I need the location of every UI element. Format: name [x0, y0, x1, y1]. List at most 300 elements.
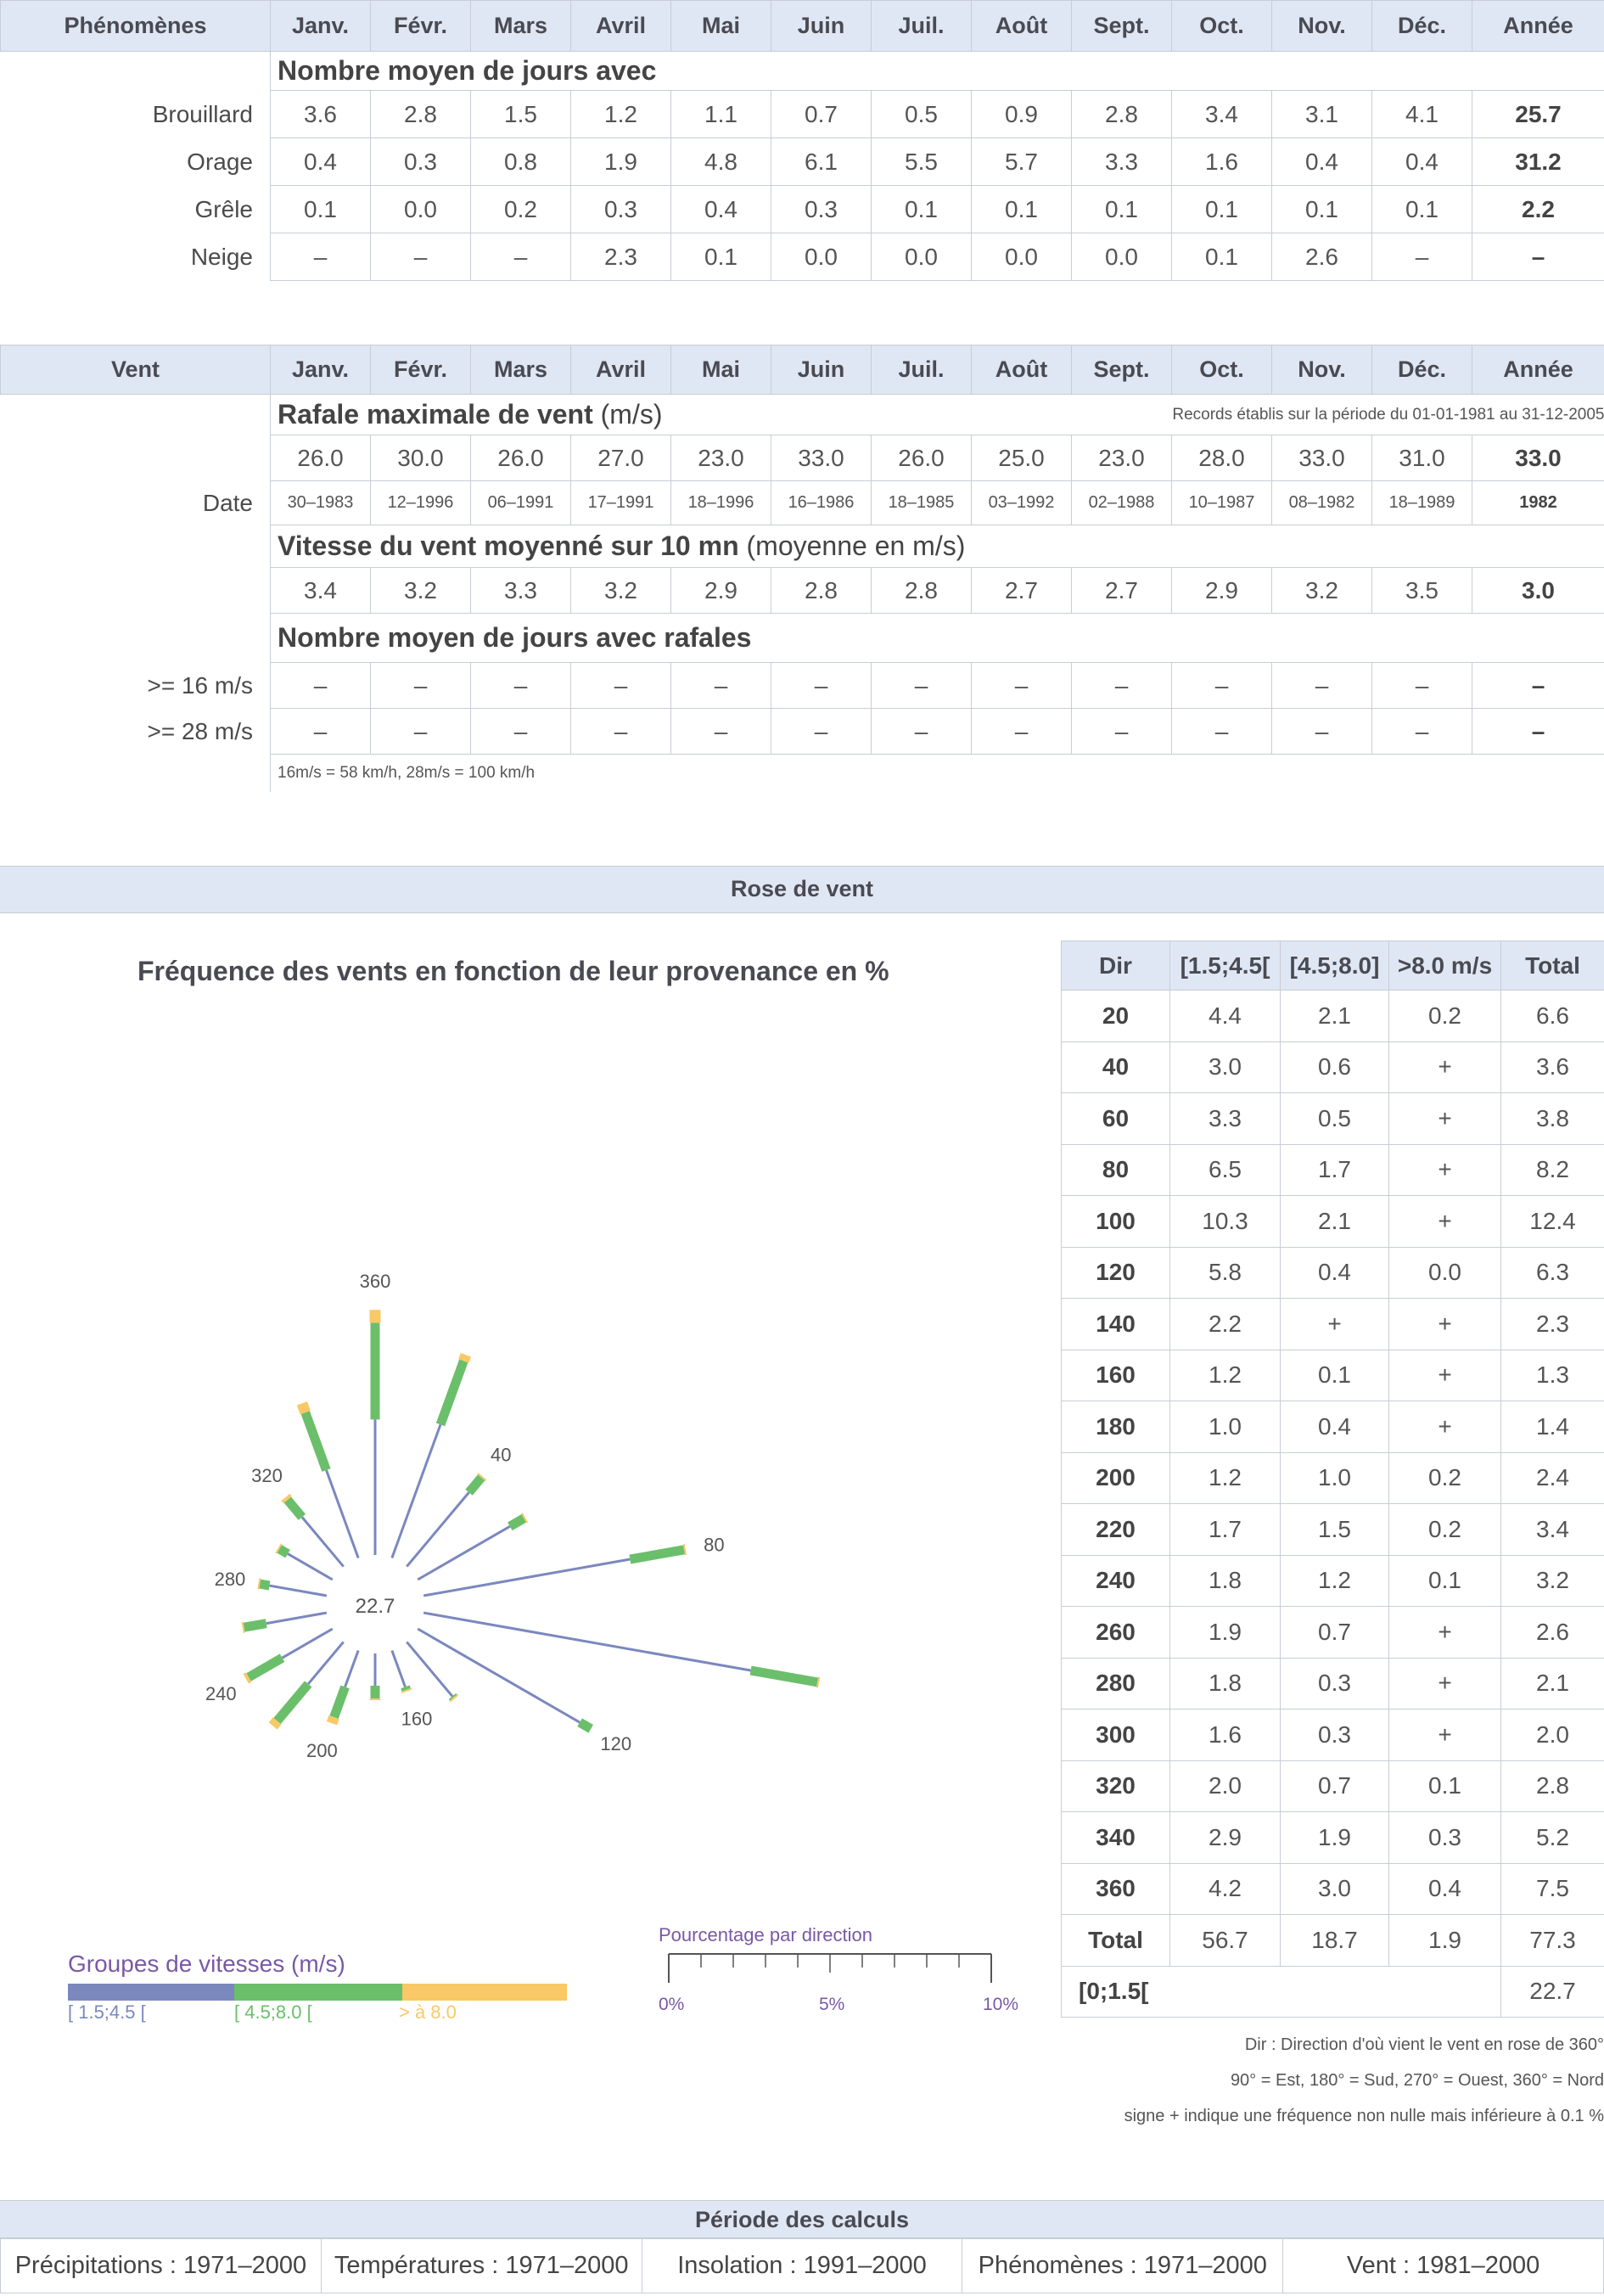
- cell: 1.0: [1170, 1401, 1281, 1453]
- cell: 2.1: [1281, 1196, 1389, 1248]
- col-header: [1.5;4.5[: [1170, 941, 1281, 991]
- rose-title: Fréquence des vents en fonction de leur provenance en %: [137, 956, 889, 986]
- year-cell: –: [1472, 663, 1604, 709]
- cell: 4.1: [1372, 91, 1472, 138]
- cell: –: [271, 663, 371, 709]
- wind-direction-row: [1062, 1144, 1604, 1196]
- calm-row: [1062, 1966, 1604, 2018]
- cell: 280: [1062, 1658, 1170, 1709]
- cell: 0.2: [1389, 1504, 1501, 1556]
- cell: [0;1.5[: [1062, 1966, 1501, 2018]
- rose-bar-mid: [405, 1687, 406, 1690]
- month-header: Août: [972, 1, 1072, 52]
- cell: 0.1: [1372, 186, 1472, 233]
- wind-direction-row: [1062, 1093, 1604, 1145]
- cell: 0.5: [872, 91, 972, 138]
- cell: 340: [1062, 1812, 1170, 1864]
- section-title: Nombre moyen de jours avec: [271, 52, 1604, 91]
- cell: 0.1: [972, 186, 1072, 233]
- month-header: Nov.: [1272, 345, 1372, 395]
- cell: 6.6: [1501, 991, 1604, 1042]
- cell: 16–1986: [771, 481, 872, 525]
- rose-bar-mid: [244, 1624, 266, 1628]
- section-title: [271, 525, 1604, 568]
- rose-bar-mid: [249, 1658, 282, 1677]
- rose-bar-low: [326, 1470, 358, 1558]
- cell: 33.0: [771, 435, 872, 481]
- month-header: Mai: [671, 1, 771, 52]
- rose-bar-low: [407, 1642, 452, 1696]
- periods-table: [0, 2237, 1604, 2293]
- cell: 3.8: [1501, 1093, 1604, 1145]
- cell: 0.8: [471, 138, 571, 186]
- cell: –: [471, 233, 571, 281]
- cell: 4.2: [1170, 1863, 1281, 1915]
- cell: Total: [1062, 1915, 1170, 1967]
- avg-row: [1, 568, 1604, 614]
- cell: 0.4: [271, 138, 371, 186]
- wind-rose-chart: [0, 1188, 1001, 1799]
- cell: +: [1389, 1401, 1501, 1453]
- cell: 5.2: [1501, 1812, 1604, 1864]
- cell: 0.0: [1072, 233, 1172, 281]
- direction-label: 280: [214, 1568, 246, 1590]
- wind-direction-row: [1062, 1555, 1604, 1607]
- wind-direction-row: [1062, 1709, 1604, 1761]
- cell: 0.1: [1072, 186, 1172, 233]
- cell: –: [1272, 709, 1372, 755]
- cell: 26.0: [271, 435, 371, 481]
- cell: +: [1389, 1041, 1501, 1093]
- wind-table: [0, 345, 1604, 792]
- col-header: >8.0 m/s: [1389, 941, 1501, 991]
- cell: 240: [1062, 1555, 1170, 1607]
- cell: 220: [1062, 1504, 1170, 1556]
- cell: 0.4: [671, 186, 771, 233]
- month-header: Févr.: [371, 345, 471, 395]
- cell: –: [571, 709, 671, 755]
- cell: 2.0: [1501, 1709, 1604, 1761]
- cell: 0.1: [1172, 233, 1272, 281]
- wind-direction-row: [1062, 1041, 1604, 1093]
- cell: 1.9: [1281, 1812, 1389, 1864]
- cell: 2.7: [1072, 568, 1172, 614]
- cell: +: [1389, 1658, 1501, 1709]
- cell: 08–1982: [1272, 481, 1372, 525]
- wind-direction-row: [1062, 1812, 1604, 1864]
- wind-direction-row: [1062, 1299, 1604, 1350]
- cell: –: [1172, 663, 1272, 709]
- cell: –: [1072, 709, 1172, 755]
- direction-note: 90° = Est, 180° = Sud, 270° = Ouest, 360° = Nord: [1230, 2071, 1604, 2090]
- gust-days-row: [1, 663, 1604, 709]
- cell: 1.2: [1170, 1350, 1281, 1401]
- year-cell: 2.2: [1472, 186, 1604, 233]
- cell: 27.0: [571, 435, 671, 481]
- cell: 0.4: [1281, 1401, 1389, 1453]
- rose-bar-mid: [334, 1687, 345, 1717]
- rose-bar-mid: [278, 1684, 309, 1721]
- year-cell: 1982: [1472, 481, 1604, 525]
- cell: 0.1: [1389, 1555, 1501, 1607]
- wind-direction-row: [1062, 1247, 1604, 1299]
- direction-label: 240: [205, 1682, 237, 1704]
- cell: 3.6: [271, 91, 371, 138]
- cell: 6.3: [1501, 1247, 1604, 1299]
- period-cell: Précipitations : 1971–2000: [1, 2238, 322, 2293]
- cell: +: [1389, 1709, 1501, 1761]
- cell: 320: [1062, 1760, 1170, 1812]
- month-header: Juin: [771, 1, 872, 52]
- gust-row: [1, 435, 1604, 481]
- cell: 0.1: [1281, 1350, 1389, 1401]
- cell: 0.4: [1372, 138, 1472, 186]
- avg-unit: (moyenne en m/s): [746, 530, 966, 561]
- cell: 180: [1062, 1401, 1170, 1453]
- rose-bar-mid: [580, 1722, 591, 1729]
- cell: 120: [1062, 1247, 1170, 1299]
- rose-bar-high: [524, 1518, 525, 1519]
- cell: 0.1: [1172, 186, 1272, 233]
- cell: 360: [1062, 1863, 1170, 1915]
- section-title: [271, 395, 1604, 435]
- cell: 5.8: [1170, 1247, 1281, 1299]
- cell: –: [671, 709, 771, 755]
- row-label: Orage: [187, 148, 253, 175]
- rose-bar-high: [246, 1677, 249, 1679]
- cell: 2.2: [1170, 1299, 1281, 1350]
- speed-legend-title: Groupes de vitesses (m/s): [68, 1951, 345, 1977]
- wind-direction-row: [1062, 1350, 1604, 1401]
- phenomena-row: [1, 186, 1604, 233]
- wind-direction-row: [1062, 1504, 1604, 1556]
- cell: 0.0: [972, 233, 1072, 281]
- cell: 140: [1062, 1299, 1170, 1350]
- cell: 18–1996: [671, 481, 771, 525]
- rose-bar-high: [278, 1548, 280, 1549]
- cell: 3.4: [1172, 91, 1272, 138]
- cell: 0.0: [771, 233, 872, 281]
- year-cell: 25.7: [1472, 91, 1604, 138]
- wind-direction-row: [1062, 1760, 1604, 1812]
- wind-direction-row: [1062, 991, 1604, 1042]
- cell: 30–1983: [271, 481, 371, 525]
- pct-scale: [667, 1951, 993, 1984]
- cell: 0.2: [471, 186, 571, 233]
- cell: 17–1991: [571, 481, 671, 525]
- direction-label: 200: [306, 1740, 338, 1762]
- cell: 60: [1062, 1093, 1170, 1145]
- month-header: Août: [972, 345, 1072, 395]
- direction-label: 320: [251, 1465, 283, 1487]
- rose-bar-low: [270, 1586, 327, 1596]
- cell: 3.0: [1281, 1863, 1389, 1915]
- pct-label-5: 5%: [819, 1995, 845, 2014]
- direction-label: 160: [401, 1708, 433, 1730]
- pct-label-10: 10%: [983, 1995, 1019, 2014]
- phenomena-row: [1, 138, 1604, 186]
- rose-bar-high: [302, 1403, 306, 1412]
- cell: 23.0: [671, 435, 771, 481]
- cell: 1.4: [1501, 1401, 1604, 1453]
- month-header: Oct.: [1172, 1, 1272, 52]
- cell: +: [1389, 1350, 1501, 1401]
- rose-bar-mid: [452, 1696, 453, 1697]
- cell: –: [471, 709, 571, 755]
- phenomena-row: [1, 91, 1604, 138]
- cell: 1.1: [671, 91, 771, 138]
- legend-swatch-high: [402, 1984, 567, 2001]
- rose-bar-low: [418, 1526, 510, 1580]
- cell: 200: [1062, 1452, 1170, 1504]
- cell: 0.6: [1281, 1041, 1389, 1093]
- cell: 1.8: [1170, 1555, 1281, 1607]
- cell: 3.3: [471, 568, 571, 614]
- cell: 0.4: [1281, 1247, 1389, 1299]
- cell: 30.0: [371, 435, 471, 481]
- period-cell: Vent : 1981–2000: [1283, 2238, 1604, 2293]
- month-header: Mars: [471, 345, 571, 395]
- month-header: Mai: [671, 345, 771, 395]
- rose-bar-low: [345, 1651, 359, 1687]
- cell: 2.6: [1501, 1607, 1604, 1659]
- cell: 0.7: [1281, 1607, 1389, 1659]
- cell: –: [1372, 663, 1472, 709]
- cell: +: [1389, 1299, 1501, 1350]
- cell: –: [972, 663, 1072, 709]
- cell: 100: [1062, 1196, 1170, 1248]
- period-cell: Températures : 1971–2000: [321, 2238, 642, 2293]
- gust-unit: (m/s): [600, 399, 663, 429]
- cell: 2.1: [1501, 1658, 1604, 1709]
- cell: 0.1: [1272, 186, 1372, 233]
- cell: –: [371, 709, 471, 755]
- cell: 03–1992: [972, 481, 1072, 525]
- col-header: Total: [1501, 941, 1604, 991]
- cell: 300: [1062, 1709, 1170, 1761]
- cell: 4.8: [671, 138, 771, 186]
- month-header: Juin: [771, 345, 872, 395]
- month-header: Avril: [571, 345, 671, 395]
- cell: 3.0: [1170, 1041, 1281, 1093]
- rose-bar-mid: [469, 1478, 482, 1492]
- cell: 2.3: [571, 233, 671, 281]
- cell: 1.9: [1170, 1607, 1281, 1659]
- cell: 0.4: [1272, 138, 1372, 186]
- cell: 3.2: [1272, 568, 1372, 614]
- phenomena-row: [1, 233, 1604, 281]
- cell: –: [872, 663, 972, 709]
- month-header: Févr.: [371, 1, 471, 52]
- cell: 26.0: [872, 435, 972, 481]
- year-header: Année: [1472, 1, 1604, 52]
- cell: 0.3: [771, 186, 872, 233]
- cell: 0.3: [1281, 1709, 1389, 1761]
- total-row: [1062, 1915, 1604, 1967]
- cell: 1.2: [1170, 1452, 1281, 1504]
- cell: 6.5: [1170, 1144, 1281, 1196]
- cell: 0.3: [1281, 1658, 1389, 1709]
- wind-header-cell: Vent: [1, 345, 271, 395]
- cell: 2.9: [1172, 568, 1272, 614]
- cell: –: [571, 663, 671, 709]
- period-cell: Phénomènes : 1971–2000: [962, 2238, 1283, 2293]
- cell: 1.8: [1170, 1658, 1281, 1709]
- cell: 5.7: [972, 138, 1072, 186]
- cell: 160: [1062, 1350, 1170, 1401]
- cell: 0.7: [1281, 1760, 1389, 1812]
- rose-bar-high: [273, 1721, 278, 1726]
- cell: +: [1389, 1607, 1501, 1659]
- wind-direction-row: [1062, 1863, 1604, 1915]
- col-header: Dir: [1062, 941, 1170, 991]
- rose-bar-high: [332, 1717, 334, 1723]
- cell: –: [1272, 663, 1372, 709]
- rose-bar-low: [392, 1651, 406, 1687]
- cell: –: [1372, 233, 1472, 281]
- cell: –: [371, 233, 471, 281]
- cell: 25.0: [972, 435, 1072, 481]
- row-label: Date: [202, 489, 253, 516]
- cell: 0.1: [271, 186, 371, 233]
- row-label: Brouillard: [152, 100, 253, 127]
- cell: 3.3: [1170, 1093, 1281, 1145]
- pct-label-0: 0%: [659, 1995, 685, 2014]
- cell: 22.7: [1501, 1966, 1604, 2018]
- cell: 3.3: [1072, 138, 1172, 186]
- col-header: [4.5;8.0]: [1281, 941, 1389, 991]
- rose-bar-mid: [306, 1412, 327, 1470]
- cell: 1.6: [1170, 1709, 1281, 1761]
- row-label: Grêle: [194, 195, 253, 222]
- cell: 0.1: [671, 233, 771, 281]
- rose-bar-low: [266, 1613, 327, 1624]
- direction-note: signe + indique une fréquence non nulle mais inférieure à 0.1 %: [1124, 2107, 1604, 2125]
- cell: 06–1991: [471, 481, 571, 525]
- cell: 7.5: [1501, 1863, 1604, 1915]
- cell: 2.9: [671, 568, 771, 614]
- cell: 3.2: [1501, 1555, 1604, 1607]
- cell: 0.4: [1389, 1863, 1501, 1915]
- cell: –: [1072, 663, 1172, 709]
- year-cell: 33.0: [1472, 435, 1604, 481]
- cell: 0.3: [371, 138, 471, 186]
- month-header: Janv.: [271, 1, 371, 52]
- cell: 5.5: [872, 138, 972, 186]
- cell: 20: [1062, 991, 1170, 1042]
- cell: 1.2: [571, 91, 671, 138]
- direction-label: 40: [491, 1444, 512, 1466]
- cell: –: [771, 663, 872, 709]
- cell: –: [671, 663, 771, 709]
- pct-scale-title: Pourcentage par direction: [659, 1924, 872, 1945]
- cell: 0.0: [872, 233, 972, 281]
- legend-swatch-mid: [234, 1984, 402, 2001]
- row-label: >= 28 m/s: [147, 717, 253, 744]
- cell: 18.7: [1281, 1915, 1389, 1967]
- cell: +: [1281, 1299, 1389, 1350]
- cell: 2.6: [1272, 233, 1372, 281]
- rose-bar-low: [308, 1642, 344, 1683]
- cell: 1.5: [1281, 1504, 1389, 1556]
- month-header: Juil.: [872, 345, 972, 395]
- wind-direction-row: [1062, 1658, 1604, 1709]
- year-cell: 31.2: [1472, 138, 1604, 186]
- cell: 1.7: [1281, 1144, 1389, 1196]
- cell: 6.1: [771, 138, 872, 186]
- cell: +: [1389, 1196, 1501, 1248]
- rose-bar-mid: [630, 1550, 684, 1559]
- cell: 3.6: [1501, 1041, 1604, 1093]
- cell: 10.3: [1170, 1196, 1281, 1248]
- cell: 10–1987: [1172, 481, 1272, 525]
- rose-bar-low: [423, 1559, 630, 1596]
- wind-direction-row: [1062, 1452, 1604, 1504]
- cell: 3.2: [571, 568, 671, 614]
- cell: 18–1989: [1372, 481, 1472, 525]
- cell: 4.4: [1170, 991, 1281, 1042]
- month-header: Juil.: [872, 1, 972, 52]
- direction-label: 120: [600, 1732, 632, 1754]
- wind-direction-table: [1061, 940, 1604, 2018]
- cell: 1.9: [1389, 1915, 1501, 1967]
- year-cell: –: [1472, 233, 1604, 281]
- cell: –: [471, 663, 571, 709]
- cell: 0.1: [872, 186, 972, 233]
- month-header: Déc.: [1372, 1, 1472, 52]
- cell: 2.8: [771, 568, 872, 614]
- month-header: Sept.: [1072, 1, 1172, 52]
- cell: 26.0: [471, 435, 571, 481]
- cell: 3.2: [371, 568, 471, 614]
- cell: 31.0: [1372, 435, 1472, 481]
- cell: 1.0: [1281, 1452, 1389, 1504]
- wind-direction-row: [1062, 1401, 1604, 1453]
- cell: 0.2: [1389, 991, 1501, 1042]
- cell: 1.9: [571, 138, 671, 186]
- cell: 1.7: [1170, 1504, 1281, 1556]
- month-header: Déc.: [1372, 345, 1472, 395]
- legend-label-high: > à 8.0: [399, 2001, 457, 2023]
- cell: 23.0: [1072, 435, 1172, 481]
- direction-label: 360: [359, 1271, 391, 1293]
- gust-title: Rafale maximale de vent: [278, 399, 593, 429]
- rose-bar-low: [283, 1629, 333, 1658]
- legend-label-low: [ 1.5;4.5 [: [68, 2001, 146, 2023]
- cell: 0.2: [1389, 1452, 1501, 1504]
- cell: 2.0: [1170, 1760, 1281, 1812]
- cell: 56.7: [1170, 1915, 1281, 1967]
- periods-band: Période des calculs: [0, 2200, 1604, 2239]
- year-header: Année: [1472, 345, 1604, 395]
- rose-bar-mid: [260, 1584, 269, 1586]
- cell: 0.3: [1389, 1812, 1501, 1864]
- year-cell: –: [1472, 709, 1604, 755]
- cell: 1.6: [1172, 138, 1272, 186]
- cell: –: [271, 233, 371, 281]
- cell: 80: [1062, 1144, 1170, 1196]
- cell: –: [972, 709, 1072, 755]
- gust-date-row: [1, 481, 1604, 525]
- legend-label-mid: [ 4.5;8.0 [: [234, 2001, 312, 2023]
- records-note: Records établis sur la période du 01-01-1981 au 31-12-2005: [1172, 406, 1604, 424]
- cell: +: [1389, 1093, 1501, 1145]
- wind-direction-row: [1062, 1607, 1604, 1659]
- cell: 0.3: [571, 186, 671, 233]
- legend-swatch-low: [68, 1984, 234, 2001]
- cell: 2.8: [371, 91, 471, 138]
- cell: 2.9: [1170, 1812, 1281, 1864]
